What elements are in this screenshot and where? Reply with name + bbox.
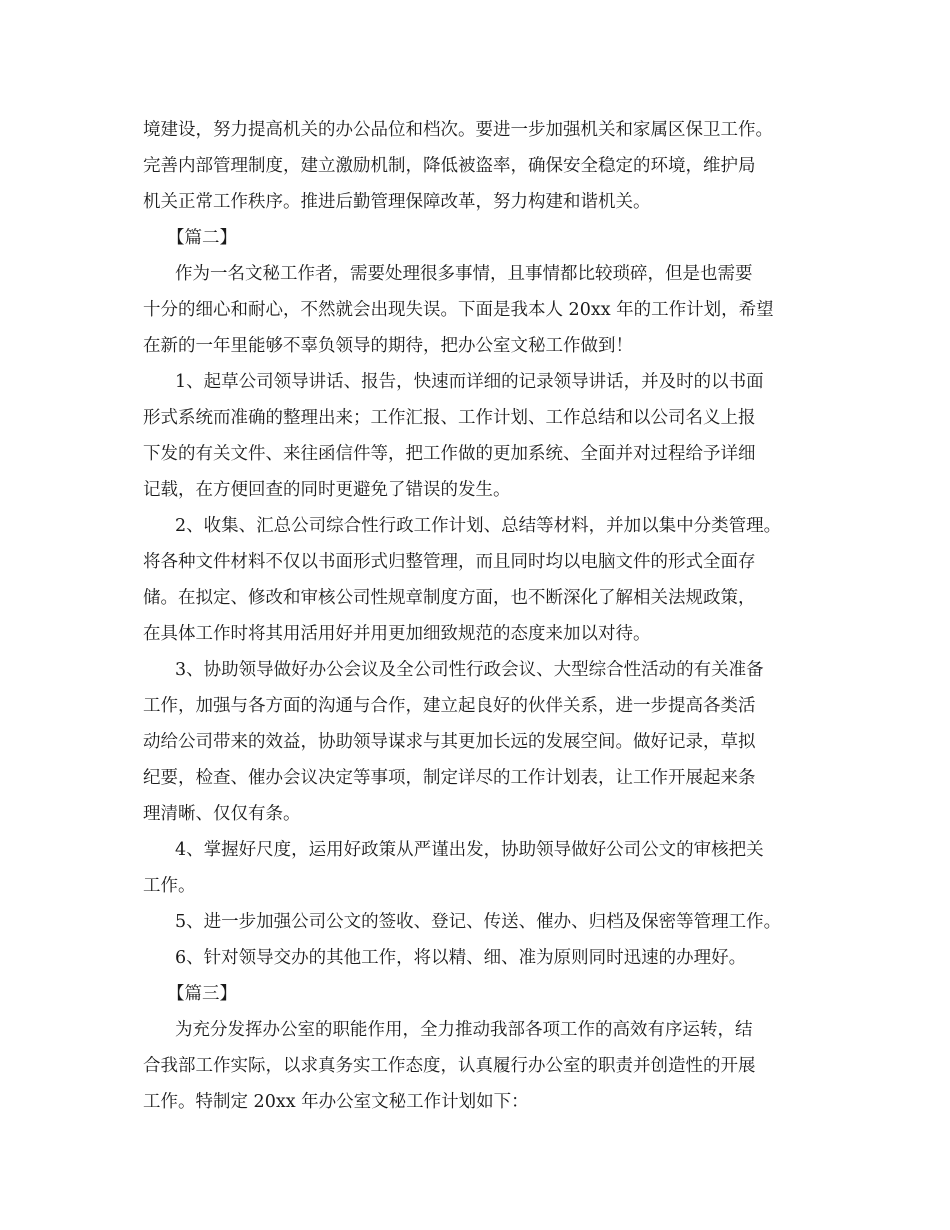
text-line: 在新的一年里能够不辜负领导的期待，把办公室文秘工作做到！ — [143, 336, 633, 356]
text-line: 将各种文件材料不仅以书面形式归整管理，而且同时均以电脑文件的形式全面存 — [143, 552, 756, 572]
text-line: 记载，在方便回查的同时更避免了错误的发生。 — [143, 480, 511, 500]
text-line: 完善内部管理制度，建立激励机制，降低被盗率，确保安全稳定的环境，维护局 — [143, 156, 756, 176]
text-line: 6、针对领导交办的其他工作，将以精、细、准为原则同时迅速的办理好。 — [175, 948, 747, 968]
text-line: 形式系统而准确的整理出来；工作汇报、工作计划、工作总结和以公司名义上报 — [143, 408, 756, 428]
section-heading: 【篇二】 — [167, 228, 237, 248]
text-line: 为充分发挥办公室的职能作用，全力推动我部各项工作的高效有序运转，结 — [175, 1020, 753, 1040]
text-line: 作为一名文秘工作者，需要处理很多事情，且事情都比较琐碎，但是也需要 — [175, 264, 753, 284]
text-line: 纪要，检查、催办会议决定等事项，制定详尽的工作计划表，让工作开展起来条 — [143, 768, 756, 788]
text-line: 3、协助领导做好办公会议及全公司性行政会议、大型综合性活动的有关准备 — [175, 660, 764, 680]
text-line: 5、进一步加强公司公文的签收、登记、传送、催办、归档及保密等管理工作。 — [175, 912, 782, 932]
text-line: 合我部工作实际，以求真务实工作态度，认真履行办公室的职责并创造性的开展 — [143, 1056, 756, 1076]
text-line: 十分的细心和耐心，不然就会出现失误。下面是我本人 20xx 年的工作计划，希望 — [143, 300, 774, 320]
section-heading: 【篇三】 — [167, 984, 237, 1004]
text-line: 储。在拟定、修改和审核公司性规章制度方面，也不断深化了解相关法规政策， — [143, 588, 756, 608]
text-line: 动给公司带来的效益，协助领导谋求与其更加长远的发展空间。做好记录，草拟 — [143, 732, 756, 752]
document-body — [143, 112, 823, 1120]
text-line: 理清晰、仅仅有条。 — [143, 804, 301, 824]
text-line: 工作。 — [143, 876, 196, 896]
text-line: 4、掌握好尺度，运用好政策从严谨出发，协助领导做好公司公文的审核把关 — [175, 840, 764, 860]
text-line: 2、收集、汇总公司综合性行政工作计划、总结等材料，并加以集中分类管理。 — [175, 516, 782, 536]
text-line: 工作。特制定 20xx 年办公室文秘工作计划如下： — [143, 1092, 529, 1112]
text-line: 工作，加强与各方面的沟通与合作，建立起良好的伙伴关系，进一步提高各类活 — [143, 696, 756, 716]
text-line: 1、起草公司领导讲话、报告，快速而详细的记录领导讲话，并及时的以书面 — [175, 372, 764, 392]
text-line: 在具体工作时将其用活用好并用更加细致规范的态度来加以对待。 — [143, 624, 651, 644]
text-line: 下发的有关文件、来往函信件等，把工作做的更加系统、全面并对过程给予详细 — [143, 444, 756, 464]
text-line: 机关正常工作秩序。推进后勤管理保障改革，努力构建和谐机关。 — [143, 192, 651, 212]
text-line: 境建设，努力提高机关的办公品位和档次。要进一步加强机关和家属区保卫工作。 — [143, 120, 773, 140]
